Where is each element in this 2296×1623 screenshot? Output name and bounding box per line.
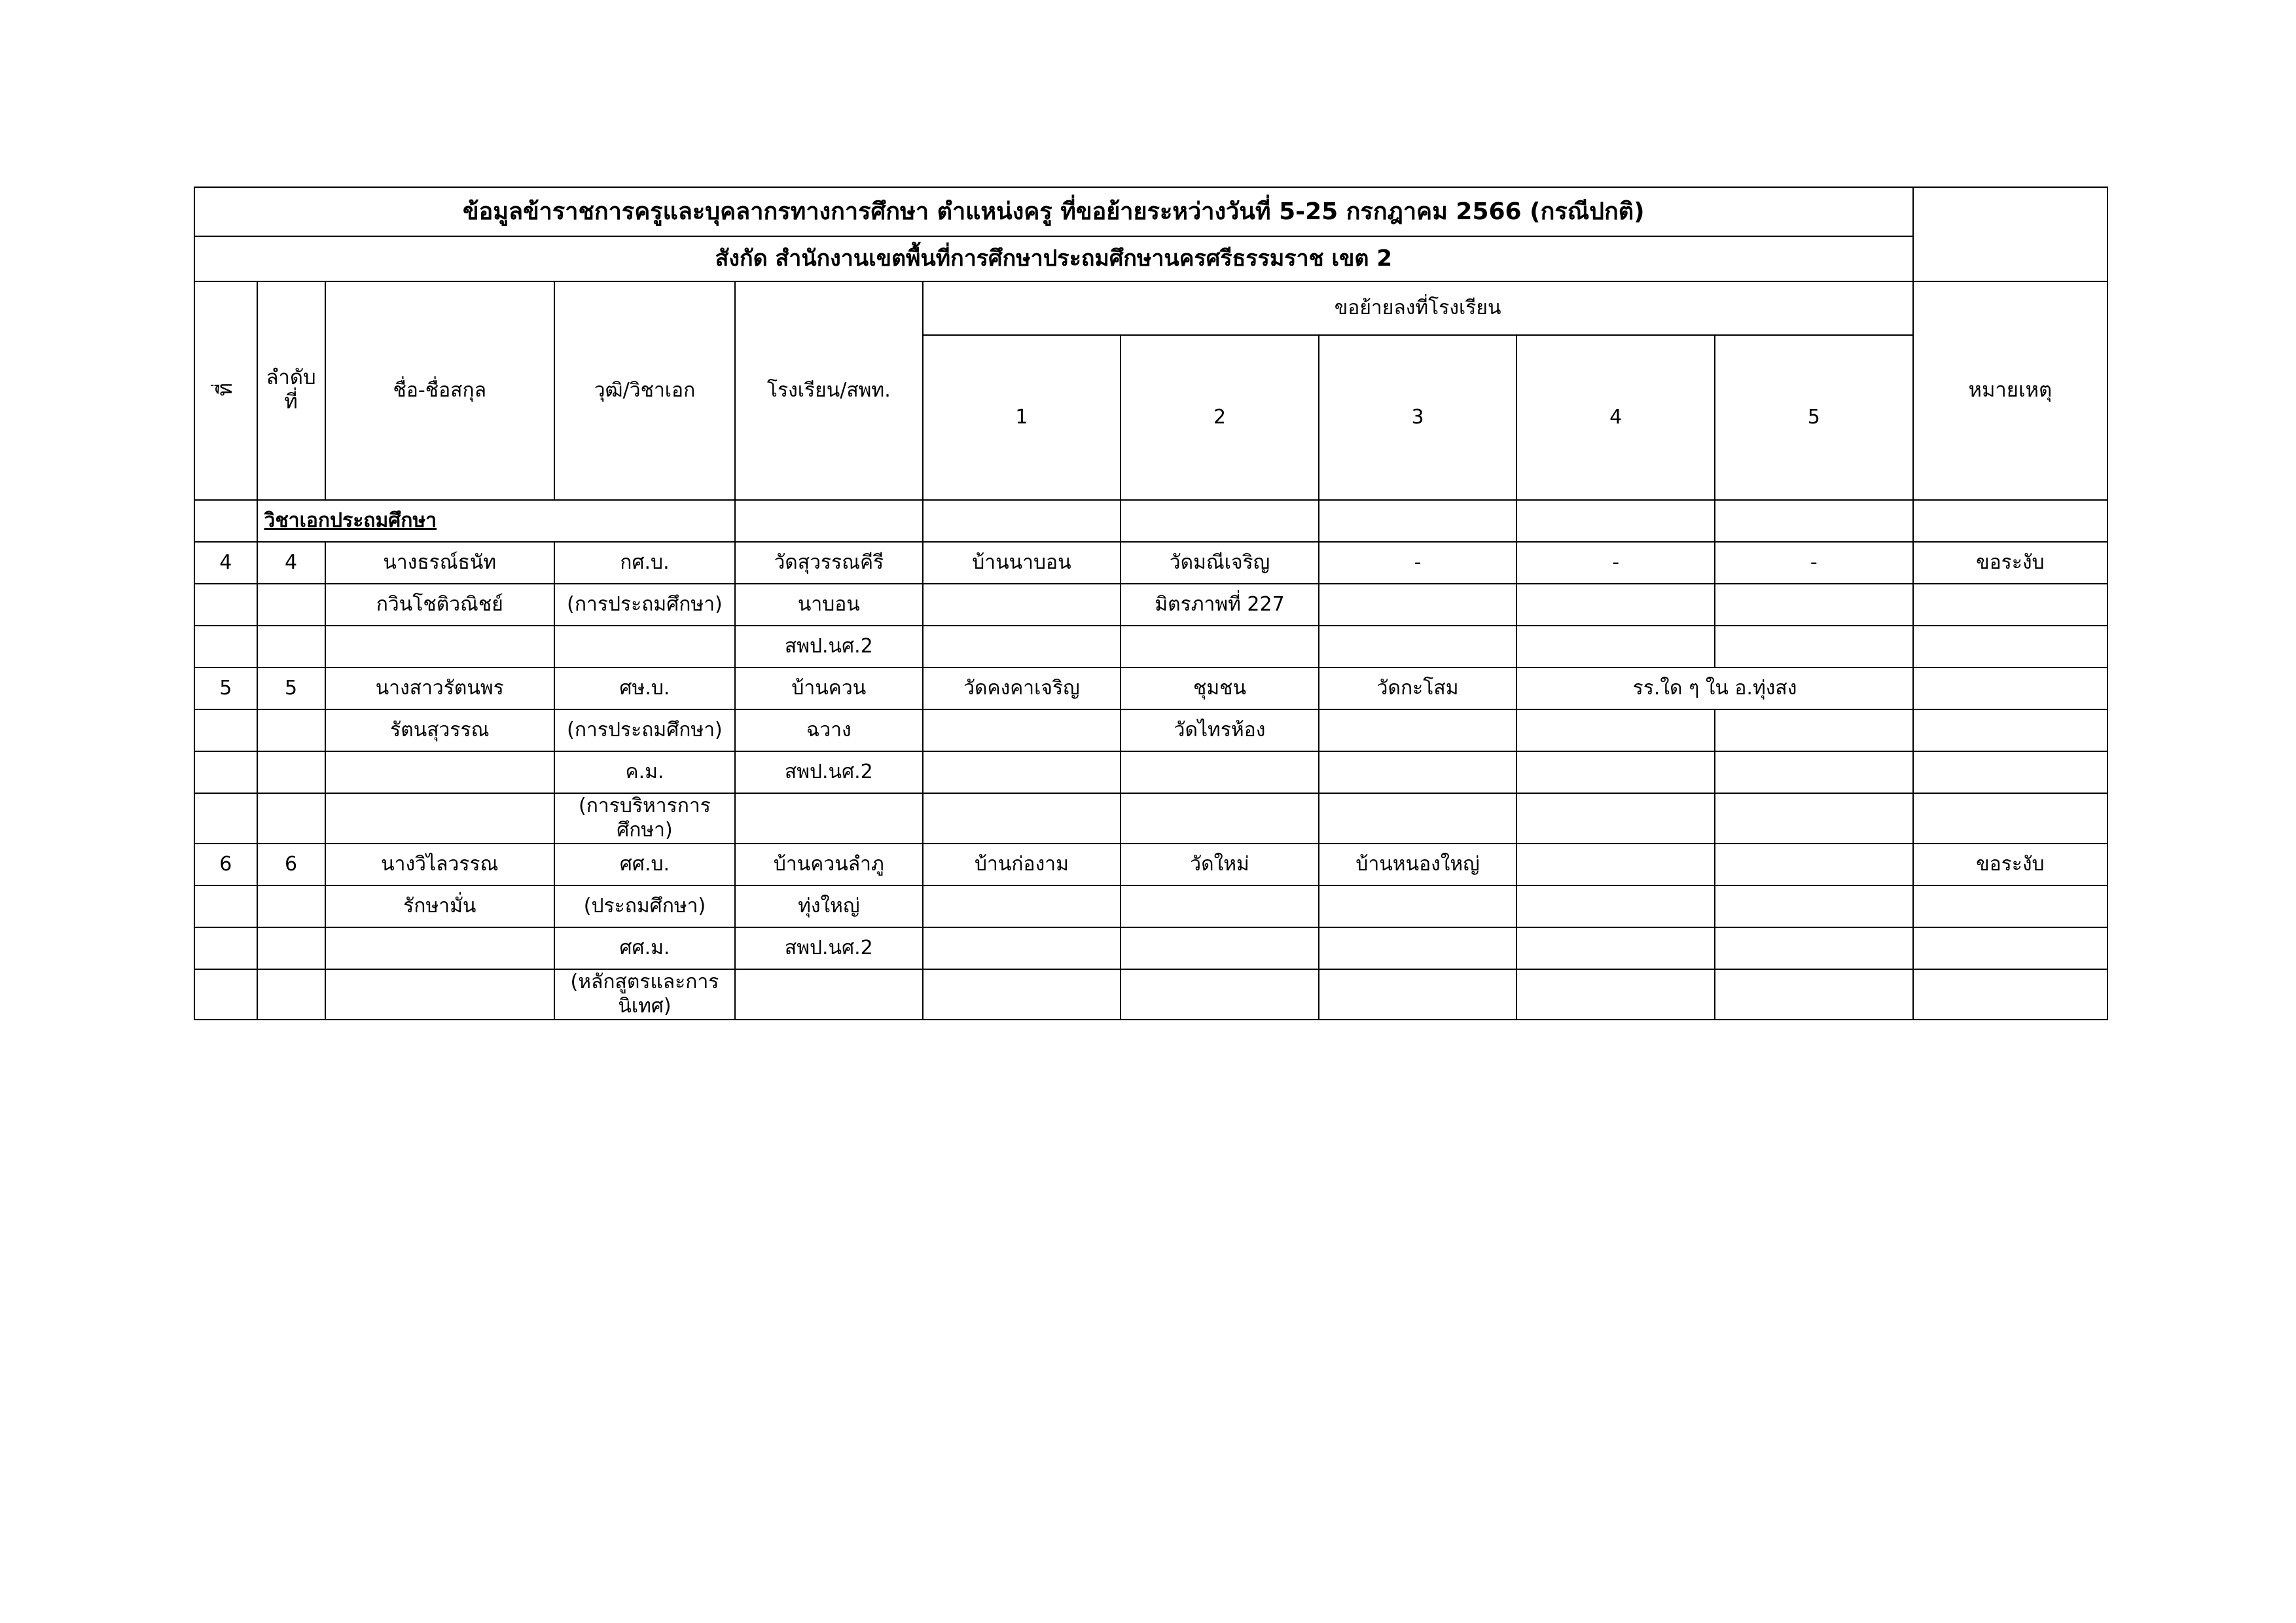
row4c-choice1 <box>923 626 1121 668</box>
row5-school-line2: ฉวาง <box>735 709 923 751</box>
header-choice-1: 1 <box>923 335 1121 500</box>
row5-no: 5 <box>194 668 257 709</box>
row4b-choice1 <box>923 584 1121 626</box>
row4b-no <box>194 584 257 626</box>
row4-choice4: - <box>1516 542 1715 584</box>
row6d-choice1 <box>923 969 1121 1020</box>
row6d-name <box>325 969 554 1020</box>
row6c-remark <box>1913 927 2108 969</box>
document-subtitle: สังกัด สำนักงานเขตพื้นที่การศึกษาประถมศึกษานครศรีธรรมราช เขต 2 <box>194 236 1913 281</box>
row5b-remark <box>1913 709 2108 751</box>
row5-order: 5 <box>257 668 325 709</box>
row5b-choice5 <box>1715 709 1913 751</box>
row4-order: 4 <box>257 542 325 584</box>
row6-choice3: บ้านหนองใหญ่ <box>1319 844 1517 885</box>
row6d-remark <box>1913 969 2108 1020</box>
row4c-choice2 <box>1121 626 1319 668</box>
row6b-choice4 <box>1516 885 1715 927</box>
row6-qual-line2: (ประถมศึกษา) <box>554 885 735 927</box>
row5-school-line3: สพป.นศ.2 <box>735 751 923 793</box>
row4-choice2-line1: วัดมณีเจริญ <box>1121 542 1319 584</box>
row4c-choice4 <box>1516 626 1715 668</box>
table-row <box>194 927 2108 969</box>
row6-choice1: บ้านก่องาม <box>923 844 1121 885</box>
row6-qual-line3: ศศ.ม. <box>554 927 735 969</box>
table-row <box>194 969 2108 1020</box>
header-row-top <box>194 281 2108 335</box>
row4-name-line2: กวินโชติวณิชย์ <box>325 584 554 626</box>
header-choice-2: 2 <box>1121 335 1319 500</box>
table-row <box>194 626 2108 668</box>
group-blank-c2 <box>1121 500 1319 542</box>
row6d-choice3 <box>1319 969 1517 1020</box>
row4c-no <box>194 626 257 668</box>
row6c-choice2 <box>1121 927 1319 969</box>
row6c-no <box>194 927 257 969</box>
row5c-name <box>325 751 554 793</box>
row4c-choice5 <box>1715 626 1913 668</box>
header-qualification: วุฒิ/วิชาเอก <box>554 281 735 500</box>
row5-choice2-line2: วัดไทรห้อง <box>1121 709 1319 751</box>
row4b-order <box>257 584 325 626</box>
title-row <box>194 187 2108 236</box>
table-row <box>194 542 2108 584</box>
row5d-choice1 <box>923 793 1121 844</box>
row5-remark <box>1913 668 2108 709</box>
row5c-choice4 <box>1516 751 1715 793</box>
header-transfer-group: ขอย้ายลงที่โรงเรียน <box>923 281 1913 335</box>
row5c-order <box>257 751 325 793</box>
row5b-choice1 <box>923 709 1121 751</box>
row4c-order <box>257 626 325 668</box>
header-school: โรงเรียน/สพท. <box>735 281 923 500</box>
row5d-choice5 <box>1715 793 1913 844</box>
row6d-school <box>735 969 923 1020</box>
row4-school-line1: วัดสุวรรณคีรี <box>735 542 923 584</box>
row4b-choice3 <box>1319 584 1517 626</box>
row5d-remark <box>1913 793 2108 844</box>
table-row <box>194 885 2108 927</box>
row4-qual-line2: (การประถมศึกษา) <box>554 584 735 626</box>
row6-choice4 <box>1516 844 1715 885</box>
row5c-no <box>194 751 257 793</box>
header-name: ชื่อ-ชื่อสกุล <box>325 281 554 500</box>
row6-name-line2: รักษามั่น <box>325 885 554 927</box>
row6d-order <box>257 969 325 1020</box>
group-blank-c4 <box>1516 500 1715 542</box>
row5c-remark <box>1913 751 2108 793</box>
row5-school-line1: บ้านควน <box>735 668 923 709</box>
row6b-remark <box>1913 885 2108 927</box>
row4-school-line2: นาบอน <box>735 584 923 626</box>
row5-qual-line2: (การประถมศึกษา) <box>554 709 735 751</box>
row6b-no <box>194 885 257 927</box>
row5-choice3: วัดกะโสม <box>1319 668 1517 709</box>
row6c-choice4 <box>1516 927 1715 969</box>
row5-qual-line3: ค.ม. <box>554 751 735 793</box>
row6d-choice5 <box>1715 969 1913 1020</box>
row5-choice1: วัดคงคาเจริญ <box>923 668 1121 709</box>
header-no <box>194 281 257 500</box>
row6-remark: ขอระงับ <box>1913 844 2108 885</box>
row6c-choice1 <box>923 927 1121 969</box>
row4b-choice5 <box>1715 584 1913 626</box>
row5d-school <box>735 793 923 844</box>
row6c-choice3 <box>1319 927 1517 969</box>
row4-no: 4 <box>194 542 257 584</box>
row5b-choice4 <box>1516 709 1715 751</box>
group-label-row <box>194 500 2108 542</box>
row4-choice2-line2: มิตรภาพที่ 227 <box>1121 584 1319 626</box>
header-order <box>257 281 325 500</box>
row6c-choice5 <box>1715 927 1913 969</box>
table-row <box>194 584 2108 626</box>
row5d-choice3 <box>1319 793 1517 844</box>
header-choice-4: 4 <box>1516 335 1715 500</box>
row5d-order <box>257 793 325 844</box>
table-row <box>194 751 2108 793</box>
row4-qual-line1: กศ.บ. <box>554 542 735 584</box>
row6-choice5 <box>1715 844 1913 885</box>
row6-school-line2: ทุ่งใหญ่ <box>735 885 923 927</box>
table-row <box>194 793 2108 844</box>
row6-qual-line4: (หลักสูตรและการนิเทศ) <box>554 969 735 1020</box>
row6-school-line3: สพป.นศ.2 <box>735 927 923 969</box>
header-order-label: ลำดับที่ <box>266 366 316 414</box>
row5d-no <box>194 793 257 844</box>
table-row <box>194 844 2108 885</box>
row6-qual-line1: ศศ.บ. <box>554 844 735 885</box>
header-remark-label: หมายเหตุ <box>1968 378 2053 402</box>
row4-name-line1: นางธรณ์ธนัท <box>325 542 554 584</box>
table-row <box>194 668 2108 709</box>
row6-order: 6 <box>257 844 325 885</box>
row6b-choice5 <box>1715 885 1913 927</box>
row6d-no <box>194 969 257 1020</box>
row5-choice2-line1: ชุมชน <box>1121 668 1319 709</box>
row4-remark: ขอระงับ <box>1913 542 2108 584</box>
row6-name-line1: นางวิไลวรรณ <box>325 844 554 885</box>
row6b-order <box>257 885 325 927</box>
row5c-choice2 <box>1121 751 1319 793</box>
row4-choice3: - <box>1319 542 1517 584</box>
row4c-choice3 <box>1319 626 1517 668</box>
header-no-label: ที่ <box>213 383 237 397</box>
row5-name-line2: รัตนสุวรรณ <box>325 709 554 751</box>
row5d-name <box>325 793 554 844</box>
row4-school-line3: สพป.นศ.2 <box>735 626 923 668</box>
group-blank-c3 <box>1319 500 1517 542</box>
row6d-choice4 <box>1516 969 1715 1020</box>
row6c-name <box>325 927 554 969</box>
row5-name-line1: นางสาวรัตนพร <box>325 668 554 709</box>
row4c-remark <box>1913 626 2108 668</box>
group-blank-remark <box>1913 500 2108 542</box>
row4b-choice4 <box>1516 584 1715 626</box>
group-label: วิชาเอกประถมศึกษา <box>257 500 735 542</box>
row6b-choice3 <box>1319 885 1517 927</box>
row5-qual-line4: (การบริหารการศึกษา) <box>554 793 735 844</box>
row6b-choice1 <box>923 885 1121 927</box>
row6d-choice2 <box>1121 969 1319 1020</box>
row6-no: 6 <box>194 844 257 885</box>
row5c-choice5 <box>1715 751 1913 793</box>
row4c-name <box>325 626 554 668</box>
row5d-choice2 <box>1121 793 1319 844</box>
header-choice-3: 3 <box>1319 335 1517 500</box>
header-remark <box>1913 281 2108 500</box>
row4c-qual <box>554 626 735 668</box>
row6-choice2: วัดใหม่ <box>1121 844 1319 885</box>
group-blank-school <box>735 500 923 542</box>
row6-school-line1: บ้านควนลำภู <box>735 844 923 885</box>
row5b-no <box>194 709 257 751</box>
row5c-choice3 <box>1319 751 1517 793</box>
row5b-order <box>257 709 325 751</box>
title-remark-spacer <box>1913 187 2108 281</box>
row4-choice1-line1: บ้านนาบอน <box>923 542 1121 584</box>
row5-qual-line1: ศษ.บ. <box>554 668 735 709</box>
row5-choice45-merged: รร.ใด ๆ ใน อ.ทุ่งสง <box>1516 668 1912 709</box>
group-no-cell <box>194 500 257 542</box>
table-row <box>194 709 2108 751</box>
row6b-choice2 <box>1121 885 1319 927</box>
group-blank-c5 <box>1715 500 1913 542</box>
group-blank-c1 <box>923 500 1121 542</box>
row5c-choice1 <box>923 751 1121 793</box>
document-title: ข้อมูลข้าราชการครูและบุคลากรทางการศึกษา ตำแหน่งครู ที่ขอย้ายระหว่างวันที่ 5-25 กรกฎาคม 2566 (กรณีปกติ) <box>194 187 1913 236</box>
row4b-remark <box>1913 584 2108 626</box>
row5b-choice3 <box>1319 709 1517 751</box>
row6c-order <box>257 927 325 969</box>
teacher-transfer-table <box>194 187 2108 1020</box>
row4-choice5: - <box>1715 542 1913 584</box>
subtitle-row <box>194 236 2108 281</box>
header-choice-5: 5 <box>1715 335 1913 500</box>
row5d-choice4 <box>1516 793 1715 844</box>
